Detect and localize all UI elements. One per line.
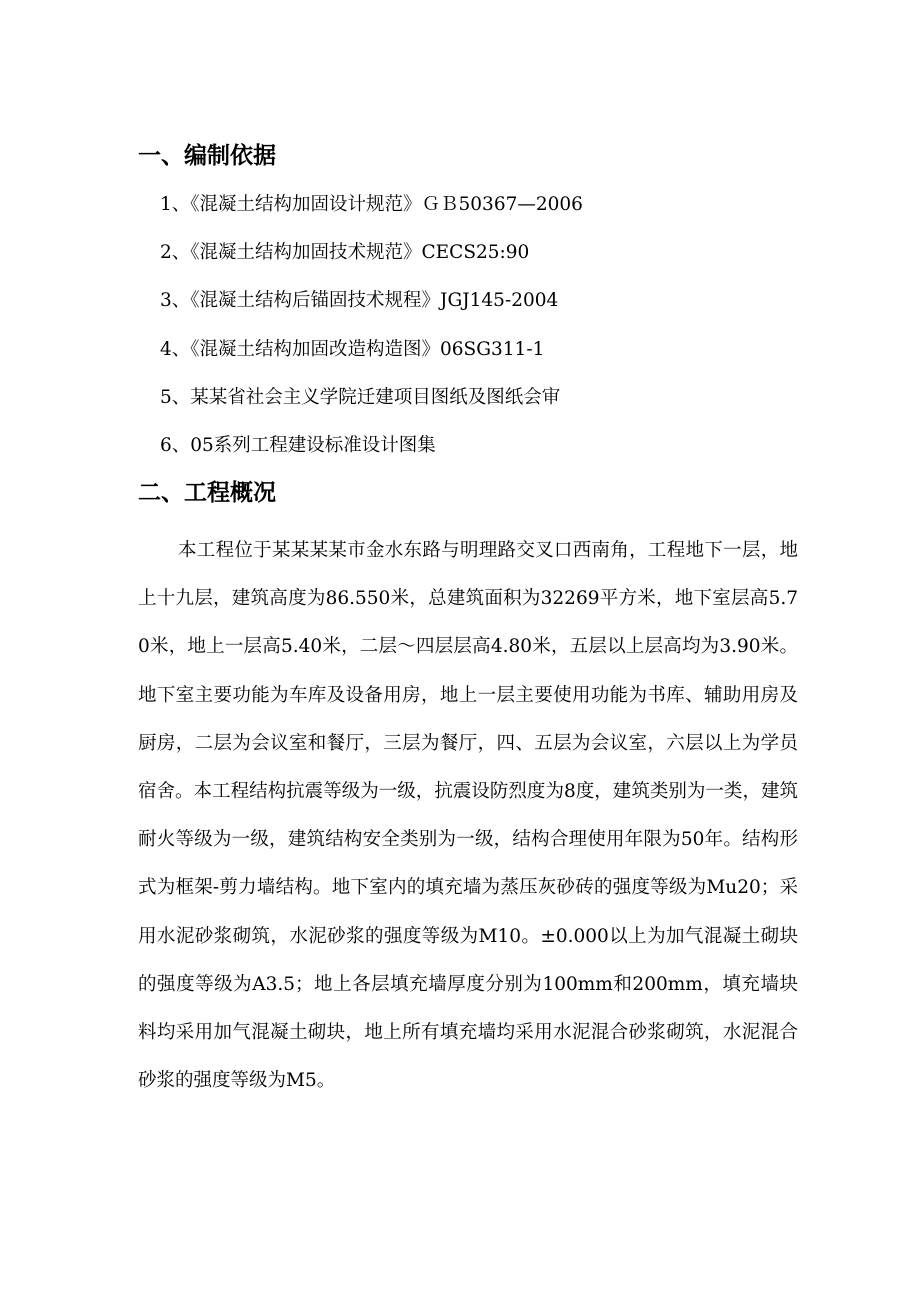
- reference-item: 3、《混凝土结构后锚固技术规程》JGJ145-2004: [160, 290, 559, 312]
- reference-list: [160, 190, 583, 479]
- reference-item: 4、《混凝土结构加固改造构造图》06SG311-1: [160, 338, 545, 360]
- reference-item: 6、05系列工程建设标准设计图集: [160, 434, 436, 456]
- reference-item: 2、《混凝土结构加固技术规范》CECS25:90: [160, 242, 530, 264]
- section-heading-basis: 一、编制依据: [138, 143, 276, 169]
- reference-item: 1、《混凝土结构加固设计规范》ＧＢ50367—2006: [160, 194, 583, 215]
- project-overview-paragraph: 本工程位于某某某某市金水东路与明理路交叉口西南角，工程地下一层，地上十九层，建筑高度为86.550米，总建筑面积为32269平方米，地下室层高5.70米，地上一层高5.40米，二层～四层层高4.80米，五层以上层高均为3.90米。地下室主要功能为车库及设备用房，地上一层主要使用功能为书库、辅助用房及厨房，二层为会议室和餐厅，三层为餐厅，四、五层为会议室，六层以上为学员宿舍。本工程结构抗震等级为一级，抗震设防烈度为8度，建筑类别为一类，建筑耐火等级为一级，建筑结构安全类别为一级，结构合理使用年限为50年。结构形式为框架-剪力墙结构。地下室内的填充墙为蒸压灰砂砖的强度等级为Mu20；采用水泥砂浆砌筑，水泥砂浆的强度等级为M10。±0.000以上为加气混凝土砌块的强度等级为A3.5；地上各层填充墙厚度分别为100mm和200mm，填充墙块料均采用加气混凝土砌块，地上所有填充墙均采用水泥混合砂浆砌筑，水泥混合砂浆的强度等级为M5。: [138, 540, 798, 1092]
- reference-item: 5、某某省社会主义学院迁建项目图纸及图纸会审: [160, 386, 561, 408]
- section-heading-overview: 二、工程概况: [138, 480, 276, 506]
